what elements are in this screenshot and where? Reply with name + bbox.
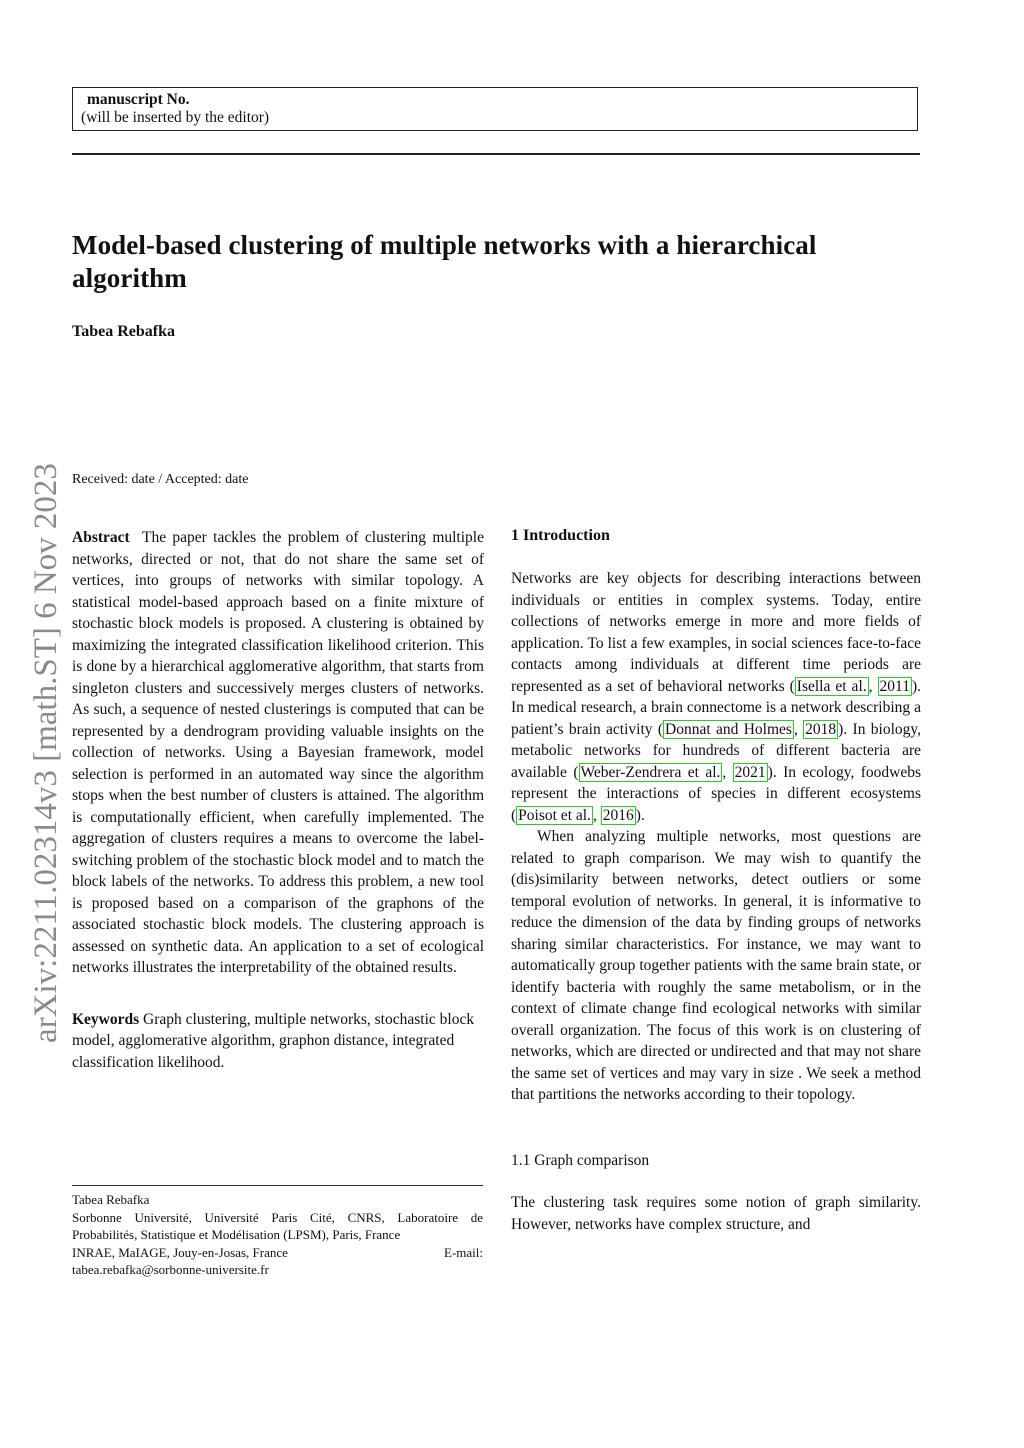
abstract: [72, 527, 484, 979]
manuscript-note: (will be inserted by the editor): [81, 109, 270, 126]
manuscript-label: manuscript No.: [87, 91, 190, 108]
abstract-label: Abstract: [72, 529, 130, 546]
footnote-name: Tabea Rebafka: [72, 1192, 150, 1207]
citation-weber-year[interactable]: 2021: [734, 763, 766, 781]
intro-paragraph-2: When analyzing multiple networks, most questions are related to graph comparison. We may wish to quantify the (dis)similarity between networks, detect outliers or some temporal evolution of networks. In general, it is informative to reduce the dimension of the data by finding groups of networks sharing similar characteristics. For instance, we may want to automatically group together patients with the same brain state, or identify bacteria with roughly the same metabolism, or in the context of climate change find ecological networks with similar overall organization. The focus of this work is on clustering of networks, which are directed or undirected and that may not share the same set of vertices and may vary in size . We seek a method that partitions the networks according to their topology.: [511, 828, 921, 1103]
intro-p1-text-4: ). In ecology, foodwebs represent the interactions of species in different ecosystems (: [511, 763, 922, 824]
intro-paragraph-1: Networks are key objects for describing interactions between individuals or entities in complex systems. Today, entire collections of networks emerge in more and more fields of application. To list a few examples, in social sciences face-to-face contacts among individuals at different time periods are represented as a set of behavioral networks ( Isella et al. , 2011 ). In medical research, a brain connectome is a network describing a patient’s brain activity ( Donnat and Holmes , 2018 ). In biology, metabolic networks for hundreds of different bacteria are available ( Weber-Zendrera et al. , 2021 ). In ecology, foodwebs represent the interactions of species in different ecosystems ( Poisot et al. , 2016 ).: [511, 570, 922, 824]
footnote-email-label: E-mail:: [444, 1244, 483, 1260]
keywords-text: Graph clustering, multiple networks, stochastic block model, agglomerative algorithm, graphon distance, integrated classification likelihood.: [72, 1010, 475, 1071]
abstract-text: The paper tackles the problem of clustering multiple networks, directed or not, that do not share the same set of vertices, into groups of networks with similar topology. A statistical model-based approach based on a finite mixture of stochastic block models is proposed. A clustering is obtained by maximizing the integrated classification likelihood criterion. This is done by a hierarchical agglomerative algorithm, that starts from singleton clusters and successively merges clusters of networks. As such, a sequence of nested clusterings is computed that can be represented by a dendrogram providing valuable insights on the collection of networks. Using a Bayesian framework, model selection is performed in an automated way since the algorithm stops when the best number of clusters is attained. The algorithm is computationally efficient, when carefully implemented. The aggregation of clusters requires a means to overcome the label-switching problem of the stochastic block model and to match the block labels of the networks. To address this problem, a new tool is proposed based on a comparison of the graphons of the associated stochastic block models. The clustering approach is assessed on synthetic data. An application to a set of ecological networks illustrates the interpretability of the obtained results.: [72, 529, 484, 976]
keywords-label: Keywords: [72, 1010, 140, 1028]
intro-p1-text-3: ). In biology, metabolic networks for hundreds of different bacteria are available (: [511, 720, 922, 781]
header-rule: [72, 153, 920, 155]
citation-isella-year[interactable]: 2011: [879, 677, 910, 695]
author-footnote: [72, 1191, 483, 1279]
footnote-rule: [72, 1185, 483, 1186]
footnote-affiliation-2-row: [72, 1244, 483, 1262]
footnote-affiliation-1: Sorbonne Université, Université Paris Cité, CNRS, Laboratoire de Probabilités, Statistique et Modélisation (LPSM), Paris, France: [72, 1209, 483, 1243]
citation-donnat-year[interactable]: 2018: [805, 720, 837, 738]
received-line: Received: date / Accepted: date: [72, 472, 249, 487]
manuscript-box: [72, 87, 918, 131]
arxiv-stamp[interactable]: arXiv:2211.02314v3 [math.ST] 6 Nov 2023: [28, 463, 64, 1043]
citation-poisot-author[interactable]: Poisot et al.: [518, 806, 591, 824]
footnote-email[interactable]: tabea.rebafka@sorbonne-universite.fr: [72, 1262, 269, 1278]
right-column: [511, 527, 921, 1235]
citation-donnat-author[interactable]: Donnat and Holmes: [665, 720, 792, 738]
keywords: [72, 1009, 484, 1074]
citation-isella-author[interactable]: Isella et al.: [796, 677, 867, 695]
footnote-affiliation-2: INRAE, MaIAGE, Jouy-en-Josas, France: [72, 1244, 288, 1260]
paper-author: Tabea Rebafka: [72, 323, 175, 340]
paper-title: Model-based clustering of multiple networks with a hierarchical algorithm: [72, 230, 817, 293]
subsection-heading-graph-comparison: 1.1 Graph comparison: [511, 1151, 650, 1169]
left-column: [72, 527, 484, 1073]
intro-p1-text-2: ). In medical research, a brain connectome is a network describing a patient’s brain activity (: [511, 677, 921, 738]
citation-poisot-year[interactable]: 2016: [602, 806, 634, 824]
graph-comparison-paragraph: The clustering task requires some notion of graph similarity. However, networks have complex structure, and: [511, 1194, 921, 1233]
intro-p1-text-5: ).: [635, 806, 645, 824]
citation-weber-author[interactable]: Weber-Zendrera et al.: [580, 763, 721, 781]
intro-p1-text-1: Networks are key objects for describing interactions between individuals or entities in complex systems. Today, entire collections of networks emerge in more and more fields of application. To list a few examples, in social sciences face-to-face contacts among individuals at different time periods are represented as a set of behavioral networks (: [511, 570, 921, 695]
section-heading-introduction: 1 Introduction: [511, 527, 610, 544]
